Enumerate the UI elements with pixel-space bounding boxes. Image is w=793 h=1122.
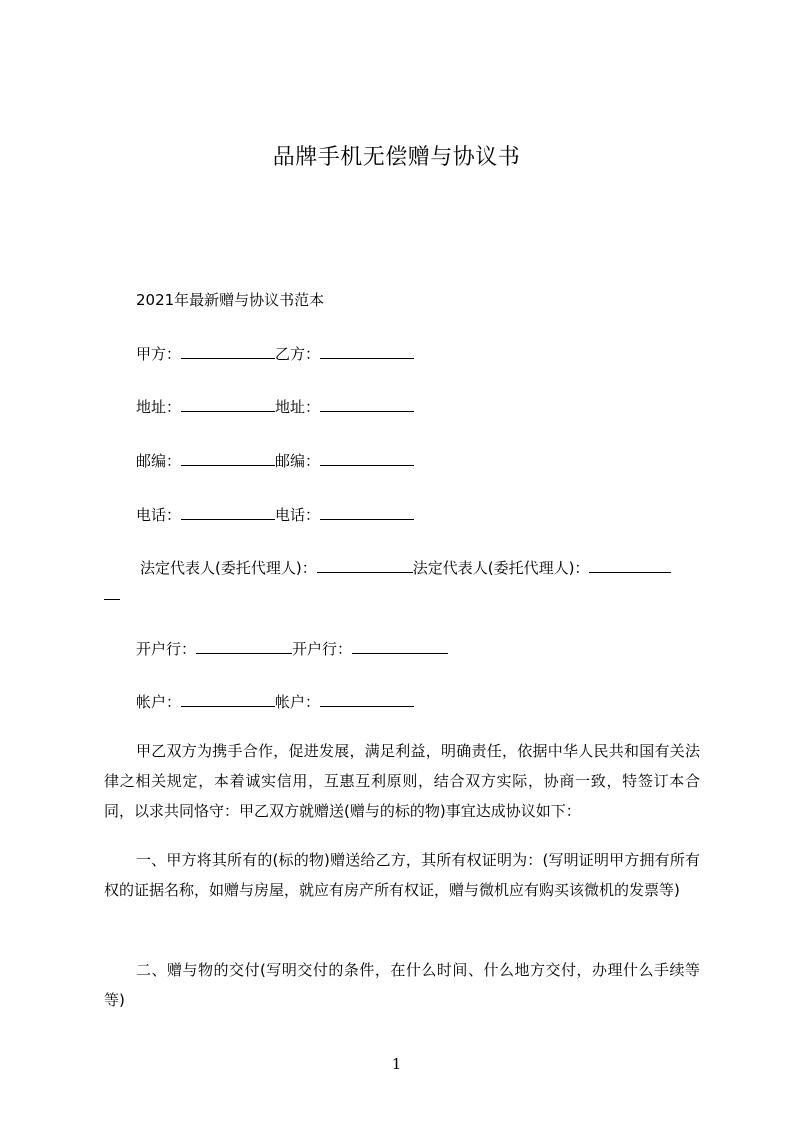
party-line	[136, 344, 414, 364]
phone-line	[136, 505, 414, 525]
document-title: 品牌手机无偿赠与协议书	[272, 145, 521, 170]
account-a-blank	[181, 692, 275, 707]
bank-a-label: 开户行：	[136, 640, 197, 658]
document-subtitle: 2021年最新赠与协议书范本	[136, 291, 325, 309]
party-a-blank	[181, 344, 275, 359]
rep-b-blank-continued	[104, 598, 120, 600]
account-line	[136, 692, 414, 712]
bank-a-blank	[196, 639, 292, 654]
postcode-b-blank	[320, 451, 414, 466]
postcode-b-label: 邮编：	[275, 452, 321, 470]
rep-a-blank	[317, 558, 413, 573]
clause-1-paragraph: 一、甲方将其所有的(标的物)赠送给乙方，其所有权证明为：(写明证明甲方拥有所有权的证据名称，如赠与房屋，就应有房产所有权证，赠与微机应有购买该微机的发票等)	[104, 851, 700, 899]
rep-b-label: 法定代表人(委托代理人)：	[412, 559, 590, 577]
page-number: 1	[391, 1055, 402, 1073]
party-b-blank	[320, 344, 414, 359]
rep-a-label: 法定代表人(委托代理人)：	[140, 559, 317, 577]
postcode-line	[136, 451, 414, 471]
representative-line	[140, 558, 671, 578]
phone-a-blank	[181, 505, 275, 520]
party-b-label: 乙方：	[275, 345, 321, 363]
intro-paragraph: 甲乙双方为携手合作，促进发展，满足利益，明确责任，依据中华人民共和国有关法律之相关规定，本着诚实信用，互惠互利原则，结合双方实际，协商一致，特签订本合同，以求共同恪守：甲乙双方就赠送(赠与的标的物)事宜达成协议如下：	[104, 742, 700, 820]
clause-2-paragraph: 二、赠与物的交付(写明交付的条件，在什么时间、什么地方交付，办理什么手续等等)	[104, 961, 700, 1009]
bank-b-blank	[352, 639, 448, 654]
address-a-label: 地址：	[136, 398, 182, 416]
address-line	[136, 397, 414, 417]
bank-line	[136, 639, 448, 659]
rep-b-blank	[589, 558, 671, 573]
phone-b-blank	[320, 505, 414, 520]
account-b-label: 帐户：	[275, 693, 321, 711]
address-b-blank	[320, 397, 414, 412]
phone-a-label: 电话：	[136, 506, 182, 524]
account-a-label: 帐户：	[136, 693, 182, 711]
account-b-blank	[320, 692, 414, 707]
postcode-a-label: 邮编：	[136, 452, 182, 470]
bank-b-label: 开户行：	[292, 640, 353, 658]
phone-b-label: 电话：	[275, 506, 321, 524]
address-a-blank	[181, 397, 275, 412]
party-a-label: 甲方：	[136, 345, 182, 363]
address-b-label: 地址：	[275, 398, 321, 416]
postcode-a-blank	[181, 451, 275, 466]
